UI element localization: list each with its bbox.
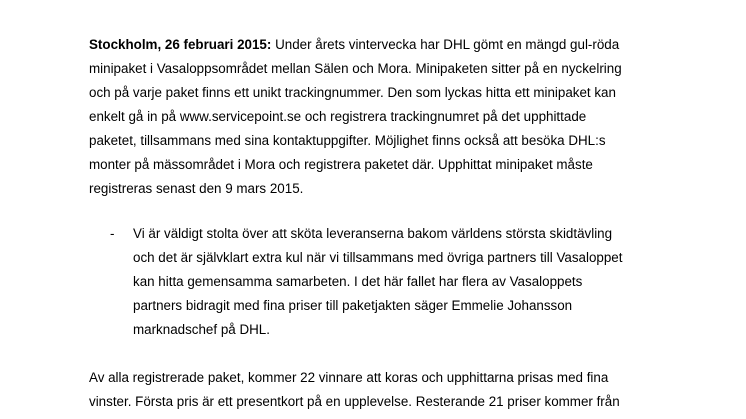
paragraph-line: Av alla registrerade paket, kommer 22 vinnare att koras och upphittarna prisas med fina [89, 370, 609, 385]
paragraph-line: minipaket i Vasaloppsområdet mellan Sälen och Mora. Minipaketen sitter på en nyckelring [89, 61, 622, 76]
quote-line: kan hitta gemensamma samarbeten. I det här fallet har flera av Vasaloppets [133, 274, 583, 289]
paragraph-line: paketet, tillsammans med sina kontaktuppgifter. Möjlighet finns också att besöka DHL:s [89, 133, 606, 148]
dateline: Stockholm, 26 februari 2015: [89, 37, 272, 52]
quote-line: marknadschef på DHL. [133, 322, 270, 337]
quote-line: Vi är väldigt stolta över att sköta leveranserna bakom världens största skidtävling [133, 226, 613, 241]
paragraph-line: och på varje paket finns ett unikt trackingnummer. Den som lyckas hitta ett minipaket kan [89, 85, 616, 100]
press-release-paragraph [89, 33, 709, 201]
quote-text [133, 222, 703, 342]
prize-paragraph [89, 366, 709, 414]
quote-line: och det är självklart extra kul när vi tillsammans med övriga partners till Vasaloppet [133, 250, 623, 265]
paragraph-line: enkelt gå in på www.servicepoint.se och registrera trackingnumret på det upphittade [89, 109, 587, 124]
paragraph-line: monter på mässområdet i Mora och registrera paketet där. Upphittat minipaket måste [89, 157, 593, 172]
paragraph-line: vinster. Första pris är ett presentkort på en upplevelse. Resterande 21 priser kommer från [89, 394, 620, 409]
quote-line: partners bidragit med fina priser till paketjakten säger Emmelie Johansson [133, 298, 573, 313]
bullet-marker: - [110, 226, 115, 241]
paragraph-line: registreras senast den 9 mars 2015. [89, 181, 304, 196]
paragraph-line: Under årets vintervecka har DHL gömt en mängd gul-röda [275, 37, 620, 52]
paragraph-first-line [89, 33, 709, 57]
